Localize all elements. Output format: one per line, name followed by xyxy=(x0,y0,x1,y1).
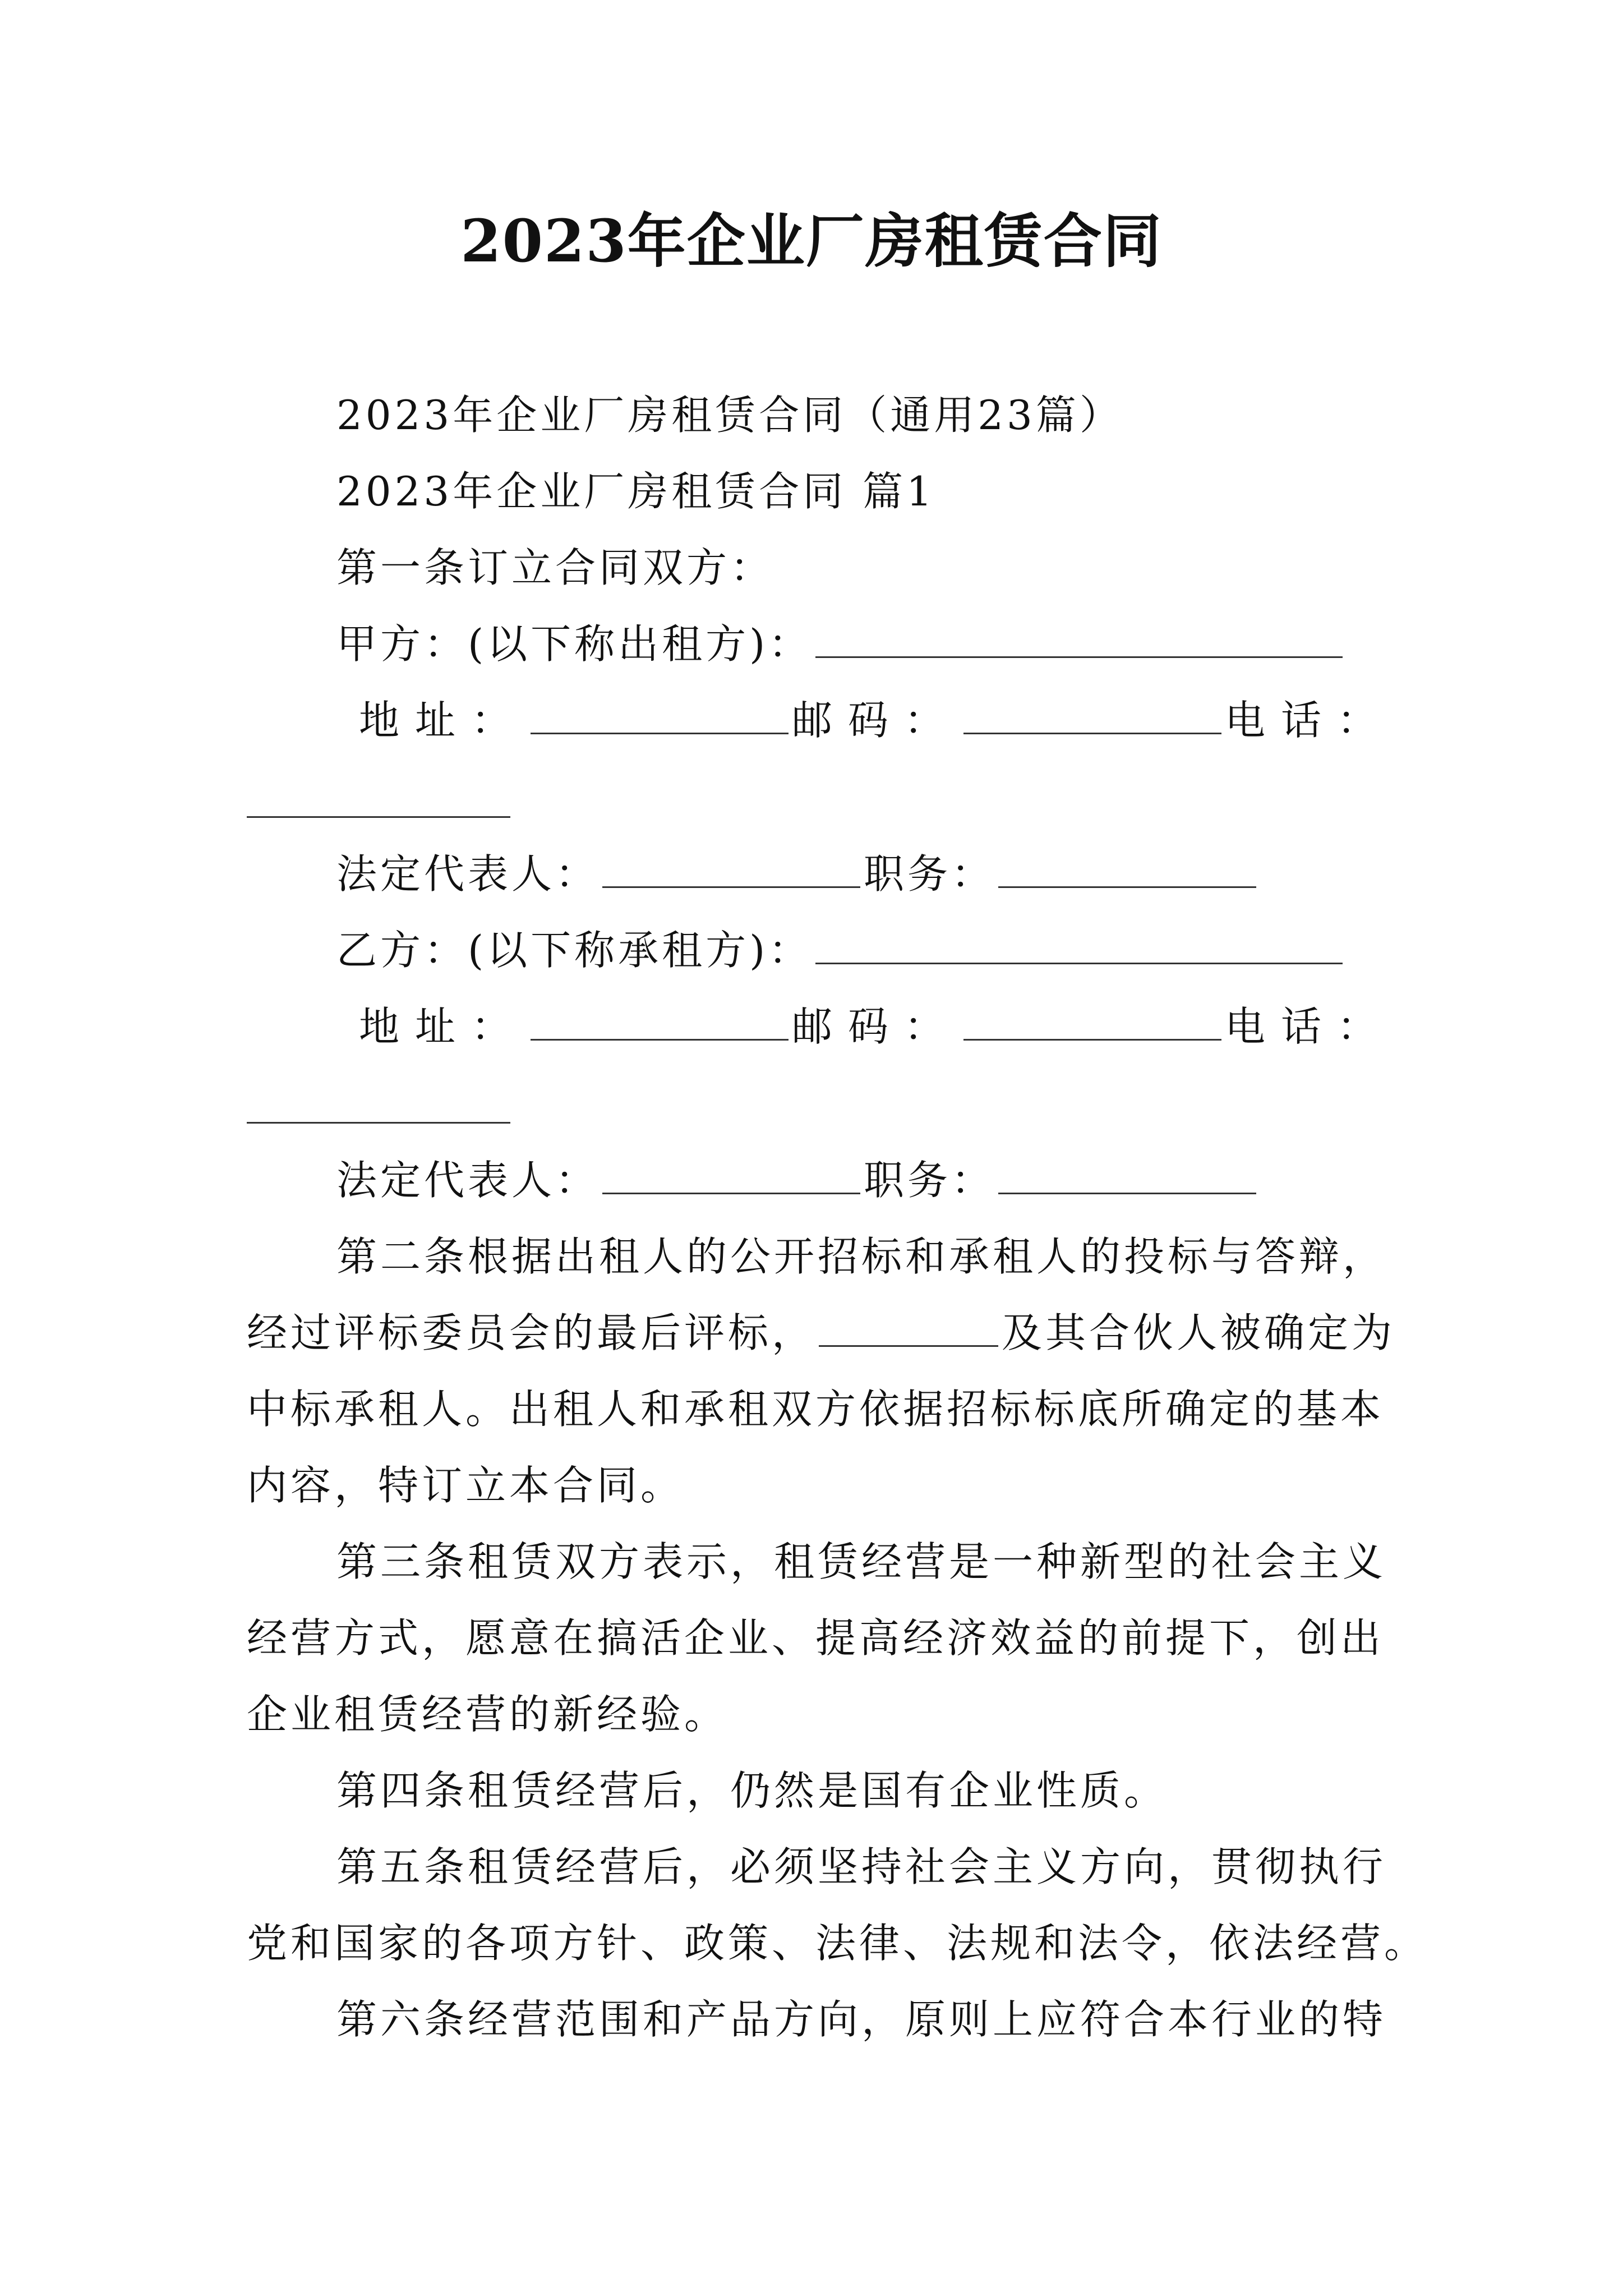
party-a-rep-line xyxy=(336,846,1260,902)
article-1: 第一条订立合同双方： xyxy=(336,544,774,591)
party-b-label: 乙方：(以下称承租方)： xyxy=(336,927,813,974)
article-2-line-2a: 经过评标委员会的最后评标， xyxy=(247,1309,816,1356)
article-5-line-2: 党和国家的各项方针、政策、法律、法规和法令，依法经营。 xyxy=(247,1920,1428,1967)
party-a-contact-line xyxy=(359,692,1393,748)
article-2-line-1: 第二条根据出租人的公开招标和承租人的投标与答辩， xyxy=(336,1233,1387,1280)
article-2-line-4: 内容，特订立本合同。 xyxy=(247,1462,685,1509)
article-3-line-1: 第三条租赁双方表示，租赁经营是一种新型的社会主义 xyxy=(336,1538,1387,1585)
article-2-line-3: 中标承租人。出租人和承租双方依据招标标底所确定的基本 xyxy=(247,1386,1385,1433)
party-a-rep-label: 法定代表人： xyxy=(336,850,600,898)
article-5-line-1: 第五条租赁经营后，必须坚持社会主义方向，贯彻执行 xyxy=(336,1843,1387,1890)
party-a-line xyxy=(336,616,1346,672)
party-a-label: 甲方：(以下称出租方)： xyxy=(336,620,813,668)
party-b-position-field[interactable] xyxy=(998,1153,1256,1194)
party-b-name-field[interactable] xyxy=(815,923,1343,964)
article-2-line-2b: 及其合伙人被确定为 xyxy=(1002,1309,1396,1356)
party-a-postcode-label: 邮码： xyxy=(792,697,961,744)
party-a-postcode-field[interactable] xyxy=(963,693,1221,734)
winner-name-field[interactable] xyxy=(819,1306,998,1347)
party-a-address-field[interactable] xyxy=(531,693,789,734)
party-b-position-label: 职务： xyxy=(864,1157,995,1204)
party-b-rep-field[interactable] xyxy=(602,1153,860,1194)
party-b-contact-line xyxy=(359,999,1393,1055)
party-a-phone-label: 电话： xyxy=(1225,697,1394,744)
document-subtitle: 2023年企业厂房租赁合同（通用23篇） xyxy=(336,392,1123,439)
party-b-rep-line xyxy=(336,1152,1260,1208)
party-b-line xyxy=(336,922,1346,978)
party-b-address-field[interactable] xyxy=(531,1000,789,1041)
article-2-line-2 xyxy=(247,1305,1395,1361)
party-a-name-field[interactable] xyxy=(815,617,1343,658)
party-b-address-label: 地址： xyxy=(359,1003,528,1050)
article-4: 第四条租赁经营后，仍然是国有企业性质。 xyxy=(336,1767,1168,1814)
party-b-postcode-label: 邮码： xyxy=(792,1003,961,1050)
section-heading: 2023年企业厂房租赁合同 篇1 xyxy=(336,468,935,515)
party-a-phone-field[interactable] xyxy=(247,816,510,818)
party-b-rep-label: 法定代表人： xyxy=(336,1157,600,1204)
party-a-address-label: 地址： xyxy=(359,697,528,744)
article-3-line-3: 企业租赁经营的新经验。 xyxy=(247,1691,728,1738)
party-b-phone-field[interactable] xyxy=(247,1122,510,1124)
party-a-rep-field[interactable] xyxy=(602,847,860,888)
party-b-phone-label: 电话： xyxy=(1225,1003,1394,1050)
article-6-line-1: 第六条经营范围和产品方向，原则上应符合本行业的特 xyxy=(336,1996,1387,2043)
party-a-position-field[interactable] xyxy=(998,847,1256,888)
party-a-position-label: 职务： xyxy=(864,850,995,898)
party-b-postcode-field[interactable] xyxy=(963,1000,1221,1041)
article-3-line-2: 经营方式，愿意在搞活企业、提高经济效益的前提下，创出 xyxy=(247,1614,1385,1662)
document-title: 2023年企业厂房租赁合同 xyxy=(460,206,1163,275)
